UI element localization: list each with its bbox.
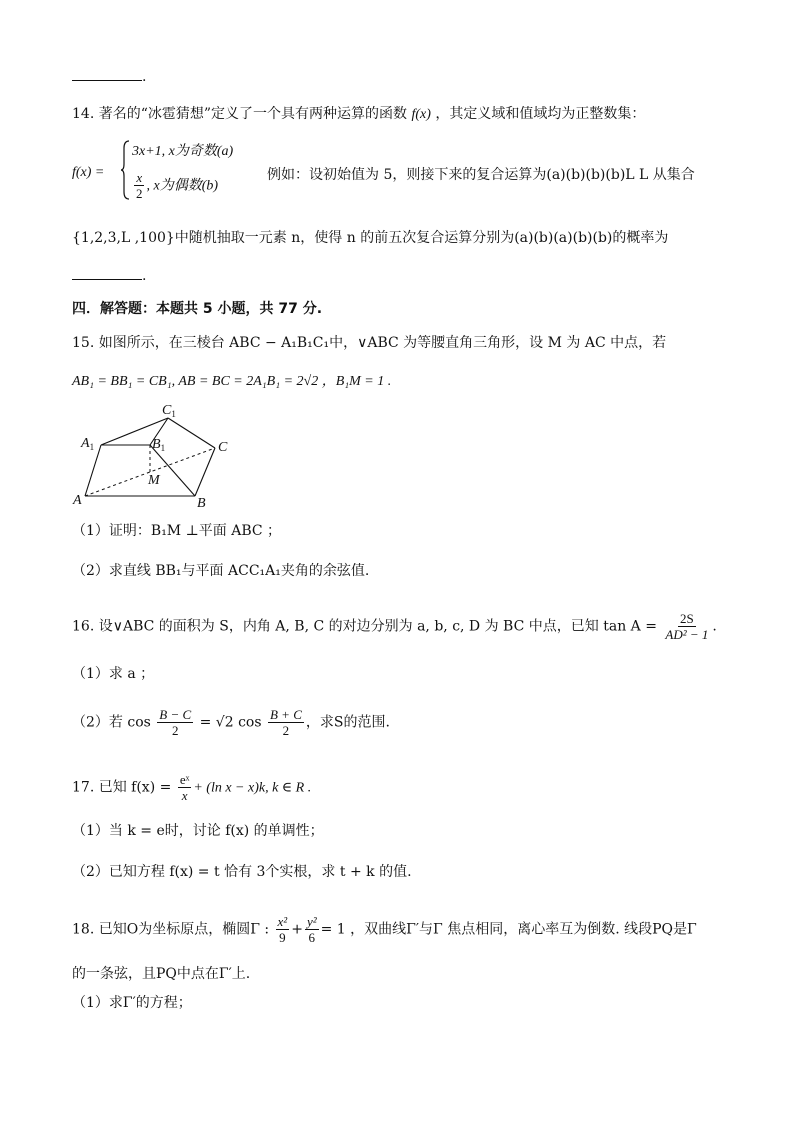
q18-line1: 18. 已知O为坐标原点，椭圆Γ : $\frac{\text{x²}}{9}$ + $\frac{\text{y²}}{6}$ = 1 ，双曲线Γ′与Γ 焦点相同，离心率互为倒数. 线段PQ是Γ: [72, 914, 697, 945]
q16-line1: 16. 设∨ABC 的面积为 S，内角 A, B, C 的对边分别为 a, b, c, D 为 BC 中点，已知 tan A = $\frac{2S}{\text{AD² − 1}}$ .: [72, 611, 717, 642]
q14-intro: 14. 著名的“冰雹猜想”定义了一个具有两种运算的函数 f(x) ，其定义域和值域均为正整数集：: [72, 106, 646, 122]
q17-part2: （2）已知方程 f(x) = t 恰有 3个实根，求 t + k 的值.: [72, 864, 412, 880]
label-A1: $A_1$: [81, 436, 95, 452]
label-A: A: [73, 493, 82, 508]
q14-example: 例如：设初始值为 5，则接下来的复合运算为(a)(b)(b)(b)L L 从集合: [267, 167, 695, 183]
x2-over-9: $\frac{\text{x²}}{9}$: [277, 914, 288, 945]
q18-line2: 的一条弦，且PQ中点在Γ′上.: [72, 966, 251, 982]
q14-case1: 3x+1, x为奇数(a): [132, 144, 234, 159]
q13-answer-line: .: [72, 66, 146, 87]
label-C1: $C_1$: [162, 403, 176, 419]
label-C: C: [218, 440, 228, 455]
half-B-plus-C: $\frac{B + C}{2}$: [269, 707, 302, 738]
q15-part2: （2）求直线 BB₁与平面 ACC₁A₁夹角的余弦值.: [72, 563, 370, 579]
edge-B1B: [150, 445, 195, 496]
q17-part1: （1）当 k = e时，讨论 f(x) 的单调性；: [72, 823, 324, 839]
piecewise-brace: [120, 140, 130, 200]
q17-line1: 17. 已知 f(x) = $\frac{\text{eˣ}}{x}$ + (ln x − x)k, k ∈ R .: [72, 772, 312, 803]
q14-case2: $\frac{x}{2}$ , x为偶数(b): [136, 170, 219, 201]
section-heading: 四．解答题：本题共 5 小题，共 77 分.: [72, 301, 323, 317]
q15-part1: （1）证明：B₁M ⊥平面 ABC ；: [72, 523, 282, 539]
answer-blank: [72, 265, 142, 280]
q16-part1: （1）求 a ；: [72, 666, 155, 682]
ex-over-x: $\frac{\text{eˣ}}{x}$: [179, 772, 190, 803]
edge-BC: [195, 448, 215, 496]
answer-blank: [72, 66, 142, 81]
tanA-fraction: $\frac{2S}{\text{AD² − 1}}$: [665, 611, 709, 642]
q15-line2: AB₁ = BB₁ = CB₁, AB = BC = 2A₁B₁ = 2√2 ，B₁M = 1 .: [72, 374, 392, 389]
q14-fx-label: f(x) =: [72, 165, 105, 180]
q16-part2: （2）若 cos $\frac{B - C}{2}$ = √2 cos $\frac{B + C}{2}$ ，求S的范围.: [72, 707, 390, 738]
label-B: B: [197, 496, 206, 511]
edge-C1C: [168, 418, 215, 448]
q14-line3: {1,2,3,L ,100}中随机抽取一元素 n，使得 n 的前五次复合运算分别为(a)(b)(a)(b)(b)的概率为: [72, 230, 669, 246]
edge-A1A: [85, 445, 101, 496]
q18-part1: （1）求Γ′的方程；: [72, 995, 192, 1011]
label-B1: $B_1$: [152, 437, 166, 453]
y2-over-6: $\frac{\text{y²}}{6}$: [306, 914, 317, 945]
q14-answer-line: .: [72, 265, 146, 286]
frustum-diagram: [70, 400, 240, 512]
q15-line1: 15. 如图所示，在三棱台 ABC − A₁B₁C₁中，∨ABC 为等腰直角三角形，设 M 为 AC 中点，若: [72, 335, 667, 351]
label-M: M: [148, 473, 160, 488]
x-over-2: $\frac{x}{2}$: [136, 170, 143, 201]
half-B-minus-C: $\frac{B - C}{2}$: [159, 707, 192, 738]
